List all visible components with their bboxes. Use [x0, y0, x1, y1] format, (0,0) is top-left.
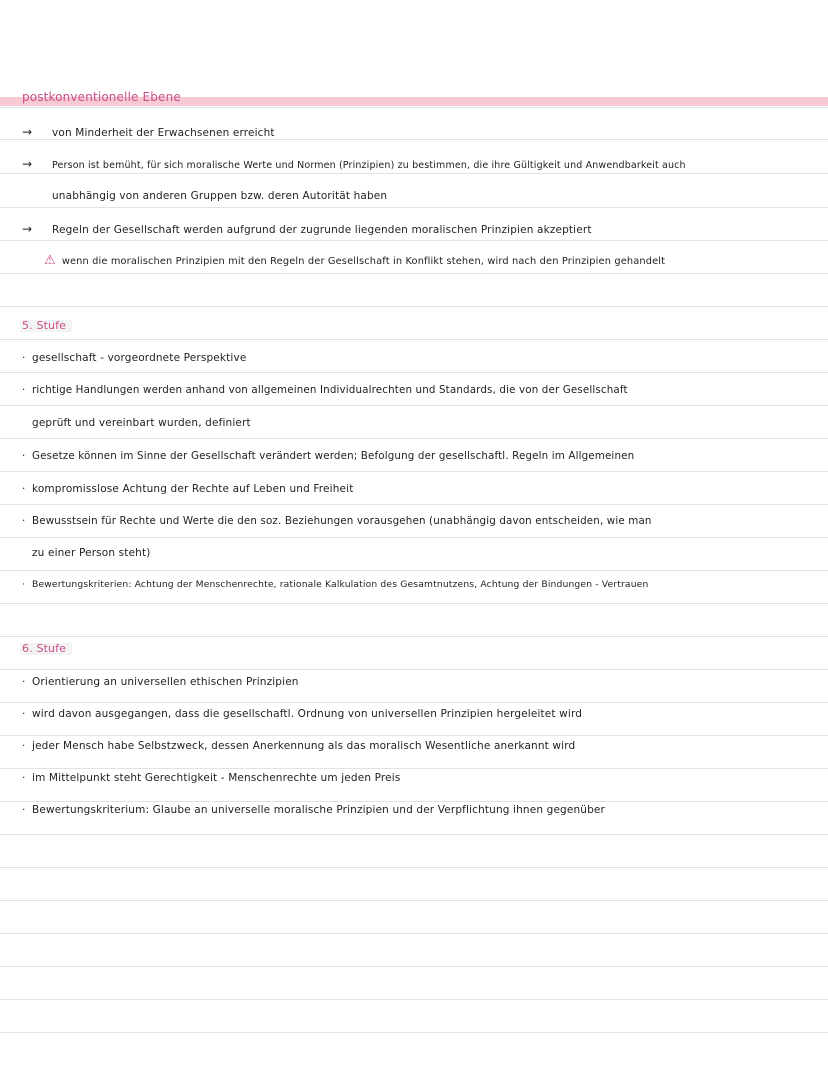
intro-line: ⚠ wenn die moralischen Prinzipien mit den Regeln der Gesellschaft in Konflikt stehen, wird nach den Prinzipien gehandelt — [44, 253, 666, 268]
bullet-icon: · — [22, 708, 26, 720]
stage5-line: · Bewusstsein für Rechte und Werte die den soz. Beziehungen vorausgehen (unabhängig davon entscheiden, wie man — [22, 515, 652, 527]
stage5-line: · Gesetze können im Sinne der Gesellschaft verändert werden; Befolgung der gesellschaftl. Regeln im Allgemeinen — [22, 450, 635, 462]
bullet-icon: · — [22, 515, 26, 527]
intro-line: → von Minderheit der Erwachsenen erreicht — [22, 125, 275, 139]
stage6-label: 6. Stufe — [22, 642, 67, 655]
stage5-line: · gesellschaft - vorgeordnete Perspektive — [22, 352, 247, 364]
bullet-icon: · — [22, 676, 26, 688]
bullet-icon: · — [22, 384, 26, 396]
bullet-icon: · — [22, 450, 26, 462]
bullet-icon: · — [22, 804, 26, 816]
stage6-line: · wird davon ausgegangen, dass die gesellschaftl. Ordnung von universellen Prinzipien hergeleitet wird — [22, 708, 583, 720]
bullet-icon: · — [22, 740, 26, 752]
bullet-icon: · — [22, 352, 26, 364]
intro-line: → Person ist bemüht, für sich moralische Werte und Normen (Prinzipien) zu bestimmen, die ihre Gültigkeit und Anwendbarkeit auch — [22, 157, 686, 171]
stage5-label: 5. Stufe — [22, 319, 67, 332]
page-title: postkonventionelle Ebene — [22, 90, 181, 104]
intro-line: unabhängig von anderen Gruppen bzw. deren Autorität haben — [52, 190, 388, 202]
stage5-line: zu einer Person steht) — [32, 547, 151, 559]
warning-icon: ⚠ — [44, 253, 56, 268]
bullet-icon: · — [22, 772, 26, 784]
stage5-line: geprüft und vereinbart wurden, definiert — [32, 417, 251, 429]
arrow-icon: → — [22, 222, 33, 236]
intro-line: → Regeln der Gesellschaft werden aufgrund der zugrunde liegenden moralischen Prinzipien akzeptiert — [22, 222, 592, 236]
arrow-icon: → — [22, 125, 33, 139]
stage5-line: · Bewertungskriterien: Achtung der Menschenrechte, rationale Kalkulation des Gesamtnutzens, Achtung der Bindungen - Vertrauen — [22, 579, 649, 590]
stage5-line: · kompromisslose Achtung der Rechte auf Leben und Freiheit — [22, 483, 354, 495]
stage6-line: · im Mittelpunkt steht Gerechtigkeit - Menschenrechte um jeden Preis — [22, 772, 401, 784]
arrow-icon: → — [22, 157, 33, 171]
stage5-line: · richtige Handlungen werden anhand von allgemeinen Individualrechten und Standards, die von der Gesellschaft — [22, 384, 628, 396]
bullet-icon: · — [22, 579, 26, 590]
stage6-line: · jeder Mensch habe Selbstzweck, dessen Anerkennung als das moralisch Wesentliche anerkannt wird — [22, 740, 576, 752]
stage6-line: · Bewertungskriterium: Glaube an universelle moralische Prinzipien und der Verpflichtung ihnen gegenüber — [22, 804, 605, 816]
stage6-line: · Orientierung an universellen ethischen Prinzipien — [22, 676, 299, 688]
bullet-icon: · — [22, 483, 26, 495]
